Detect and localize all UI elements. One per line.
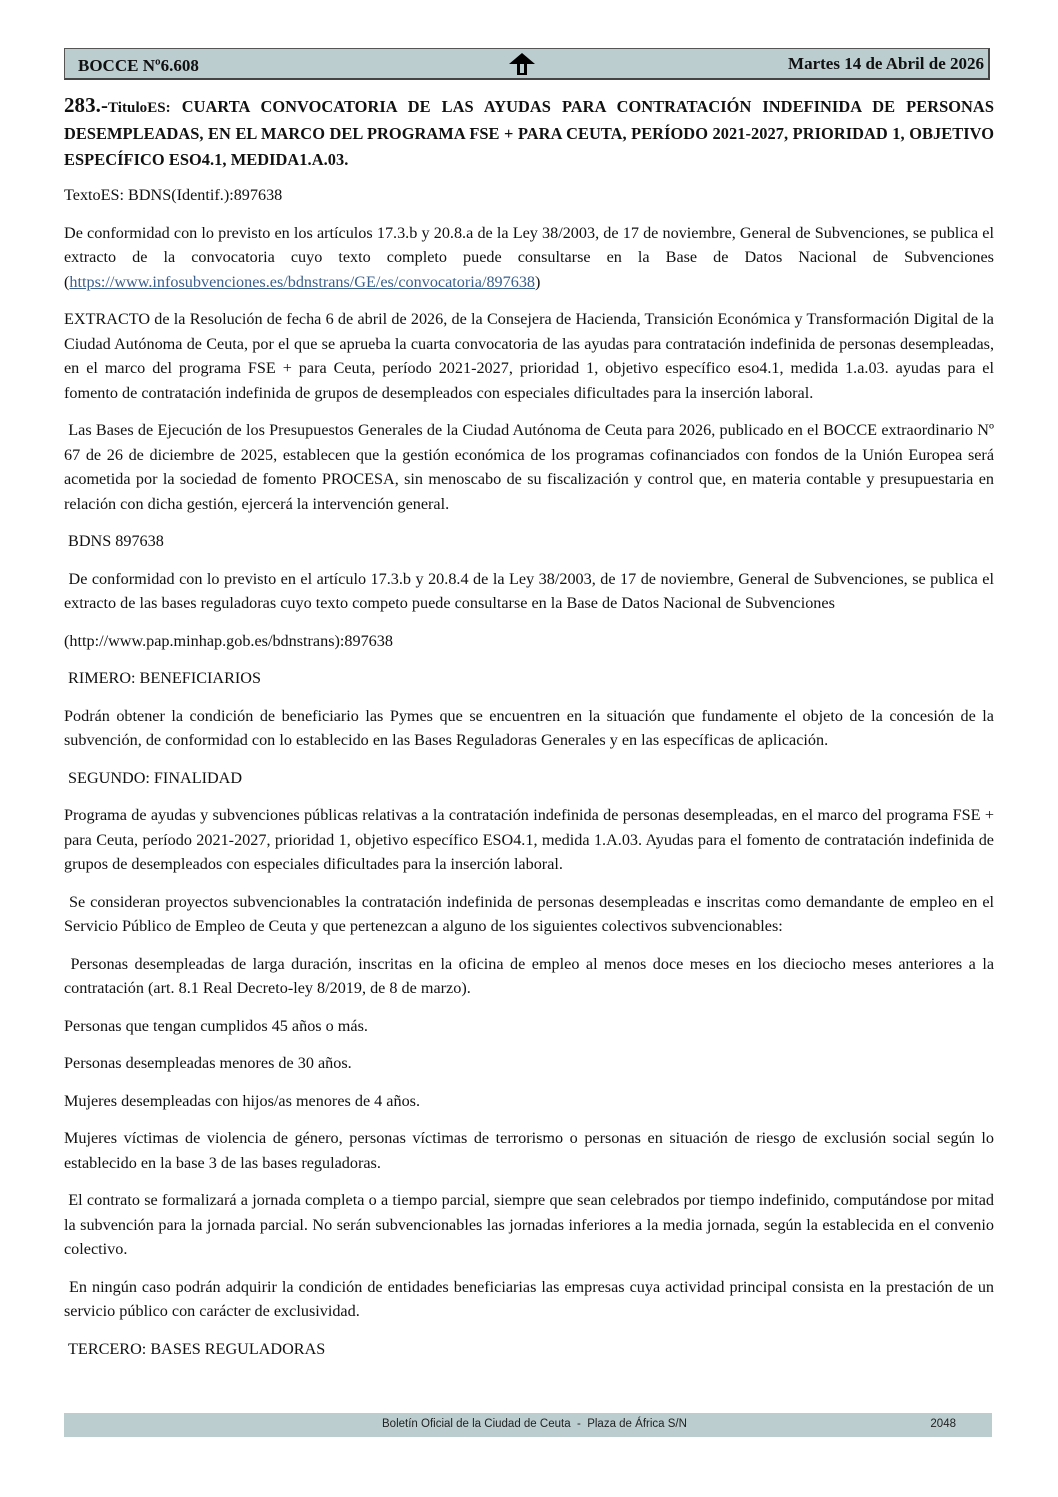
beneficiarios-paragraph: Podrán obtener la condición de beneficiario las Pymes que se encuentren en la situación que fundamente el objeto de la concesión de la subvención, de conformidad con lo establecido en las Bases Reguladoras Generales y en las específicas de aplicación. (64, 706, 994, 749)
page-footer (64, 1413, 992, 1437)
colectivo-item: Mujeres víctimas de violencia de género, personas víctimas de terrorismo o personas en situación de riesgo de exclusión social según lo establecido en la base 3 de las bases reguladoras. (64, 1129, 994, 1172)
issue-number: BOCCE Nº6.608 (78, 56, 199, 75)
bases-ejecucion-paragraph: Las Bases de Ejecución de los Presupuestos Generales de la Ciudad Autónoma de Ceuta para 2026, publicado en el BOCCE extraordinario Nº 67 de 26 de diciembre de 2025, establecen que la gestión económica de los programas cofinanciados con fondos de la Unión Europea será acometida por la sociedad de fomento PROCESA, sin menoscabo de su fiscalización y control que, en materia contable y presupuestaria en relación con dicha gestión, ejercerá la intervención general. (64, 421, 999, 513)
issue-date: Martes 14 de Abril de 2026 (788, 54, 984, 73)
page-number: 2048 (930, 1418, 956, 1430)
texto-identifier: TextoES: BDNS(Identif.):897638 (64, 186, 283, 204)
bdns-url-line: (http://www.pap.minhap.gob.es/bdnstrans):897638 (64, 631, 393, 650)
section-heading-tercero: TERCERO: BASES REGULADORAS (64, 1339, 326, 1358)
conformidad-text: De conformidad con lo previsto en los artículos 17.3.b y 20.8.a de la Ley 38/2003, de 17 de noviembre, General de Subvenciones, se publica el extracto de la convocatoria cuyo texto completo puede consultarse en la Base de Datos Nacional de Subvenciones ( (64, 223, 994, 291)
extracto-paragraph: EXTRACTO de la Resolución de fecha 6 de abril de 2026, de la Consejera de Hacienda, Transición Económica y Transformación Digital de la Ciudad Autónoma de Ceuta, por el que se aprueba la cuarta convocatoria de las ayudas para contratación indefinida de personas desempleadas, en el marco del programa FSE + para Ceuta, período 2021-2027, prioridad 1, objetivo específico eso4.1, medida 1.a.03. ayudas para el fomento de contratación indefinida de grupos de desempleados con especiales dificultades para la inserción laboral. (64, 310, 994, 402)
proyectos-paragraph: Se consideran proyectos subvencionables la contratación indefinida de personas desempleadas e inscritas como demandante de empleo en el Servicio Público de Empleo de Ceuta y que pertenezcan a alguno de los siguientes colectivos subvencionables: (64, 892, 999, 935)
exclusion-paragraph: En ningún caso podrán adquirir la condición de entidades beneficiarias las empresas cuya actividad principal consista en la prestación de un servicio público con carácter de exclusividad. (64, 1277, 999, 1320)
section-heading-primero: RIMERO: BENEFICIARIOS (64, 669, 261, 687)
colectivo-item: Mujeres desempleadas con hijos/as menores de 4 años. (64, 1091, 421, 1110)
conformidad-paragraph (64, 221, 994, 295)
publisher-info: Boletín Oficial de la Ciudad de Ceuta - Plaza de África S/N (382, 1418, 687, 1430)
colectivo-item: Personas desempleadas de larga duración, inscritas en la oficina de empleo al menos doce meses en los dieciocho meses anteriores a la contratación (art. 8.1 Real Decreto-ley 8/2019, de 8 de marzo). (64, 954, 999, 997)
convocatoria-link[interactable]: https://www.infosubvenciones.es/bdnstrans/GE/es/convocatoria/897638 (69, 272, 536, 291)
contrato-paragraph: El contrato se formalizará a jornada completa o a tiempo parcial, siempre que sean celebrados por tiempo indefinido, computándose por mitad la subvención para la jornada parcial. No serán subvencionables las jornadas inferiores a la media jornada, según la establecida en el convenio colectivo. (64, 1191, 999, 1258)
title-label: TituloES: (108, 100, 171, 116)
announcement-number: 283.- (64, 93, 108, 117)
conformidad-close: ) (535, 272, 541, 291)
colectivo-item: Personas desempleadas menores de 30 años. (64, 1054, 352, 1072)
announcement-title (64, 92, 994, 173)
conformidad-bases-paragraph: De conformidad con lo previsto en el artículo 17.3.b y 20.8.4 de la Ley 38/2003, de 17 de noviembre, General de Subvenciones, se publica el extracto de las bases reguladoras cuyo texto competo puede consultarse en la Base de Datos Nacional de Subvenciones (64, 569, 999, 612)
bdns-line: BDNS 897638 (64, 532, 164, 550)
document-body (64, 92, 999, 1361)
finalidad-paragraph: Programa de ayudas y subvenciones públicas relativas a la contratación indefinida de personas desempleadas, en el marco del programa FSE + para Ceuta, período 2021-2027, prioridad 1, objetivo específico ESO4.1, medida 1.A.03. Ayudas para el fomento de contratación indefinida de grupos de desempleados con especiales dificultades para la inserción laboral. (64, 806, 994, 873)
colectivo-item: Personas que tengan cumplidos 45 años o más. (64, 1016, 368, 1035)
up-arrow-icon[interactable] (505, 51, 539, 77)
page-header (64, 48, 990, 80)
section-heading-segundo: SEGUNDO: FINALIDAD (64, 768, 243, 787)
title-text: CUARTA CONVOCATORIA DE LAS AYUDAS PARA CONTRATACIÓN INDEFINIDA DE PERSONAS DESEMPLEADAS, EN EL MARCO DEL PROGRAMA FSE + PARA CEUTA, PERÍODO 2021-2027, PRIORIDAD 1, OBJETIVO ESPECÍFICO ESO4.1, MEDIDA1.A.03. (64, 97, 994, 169)
